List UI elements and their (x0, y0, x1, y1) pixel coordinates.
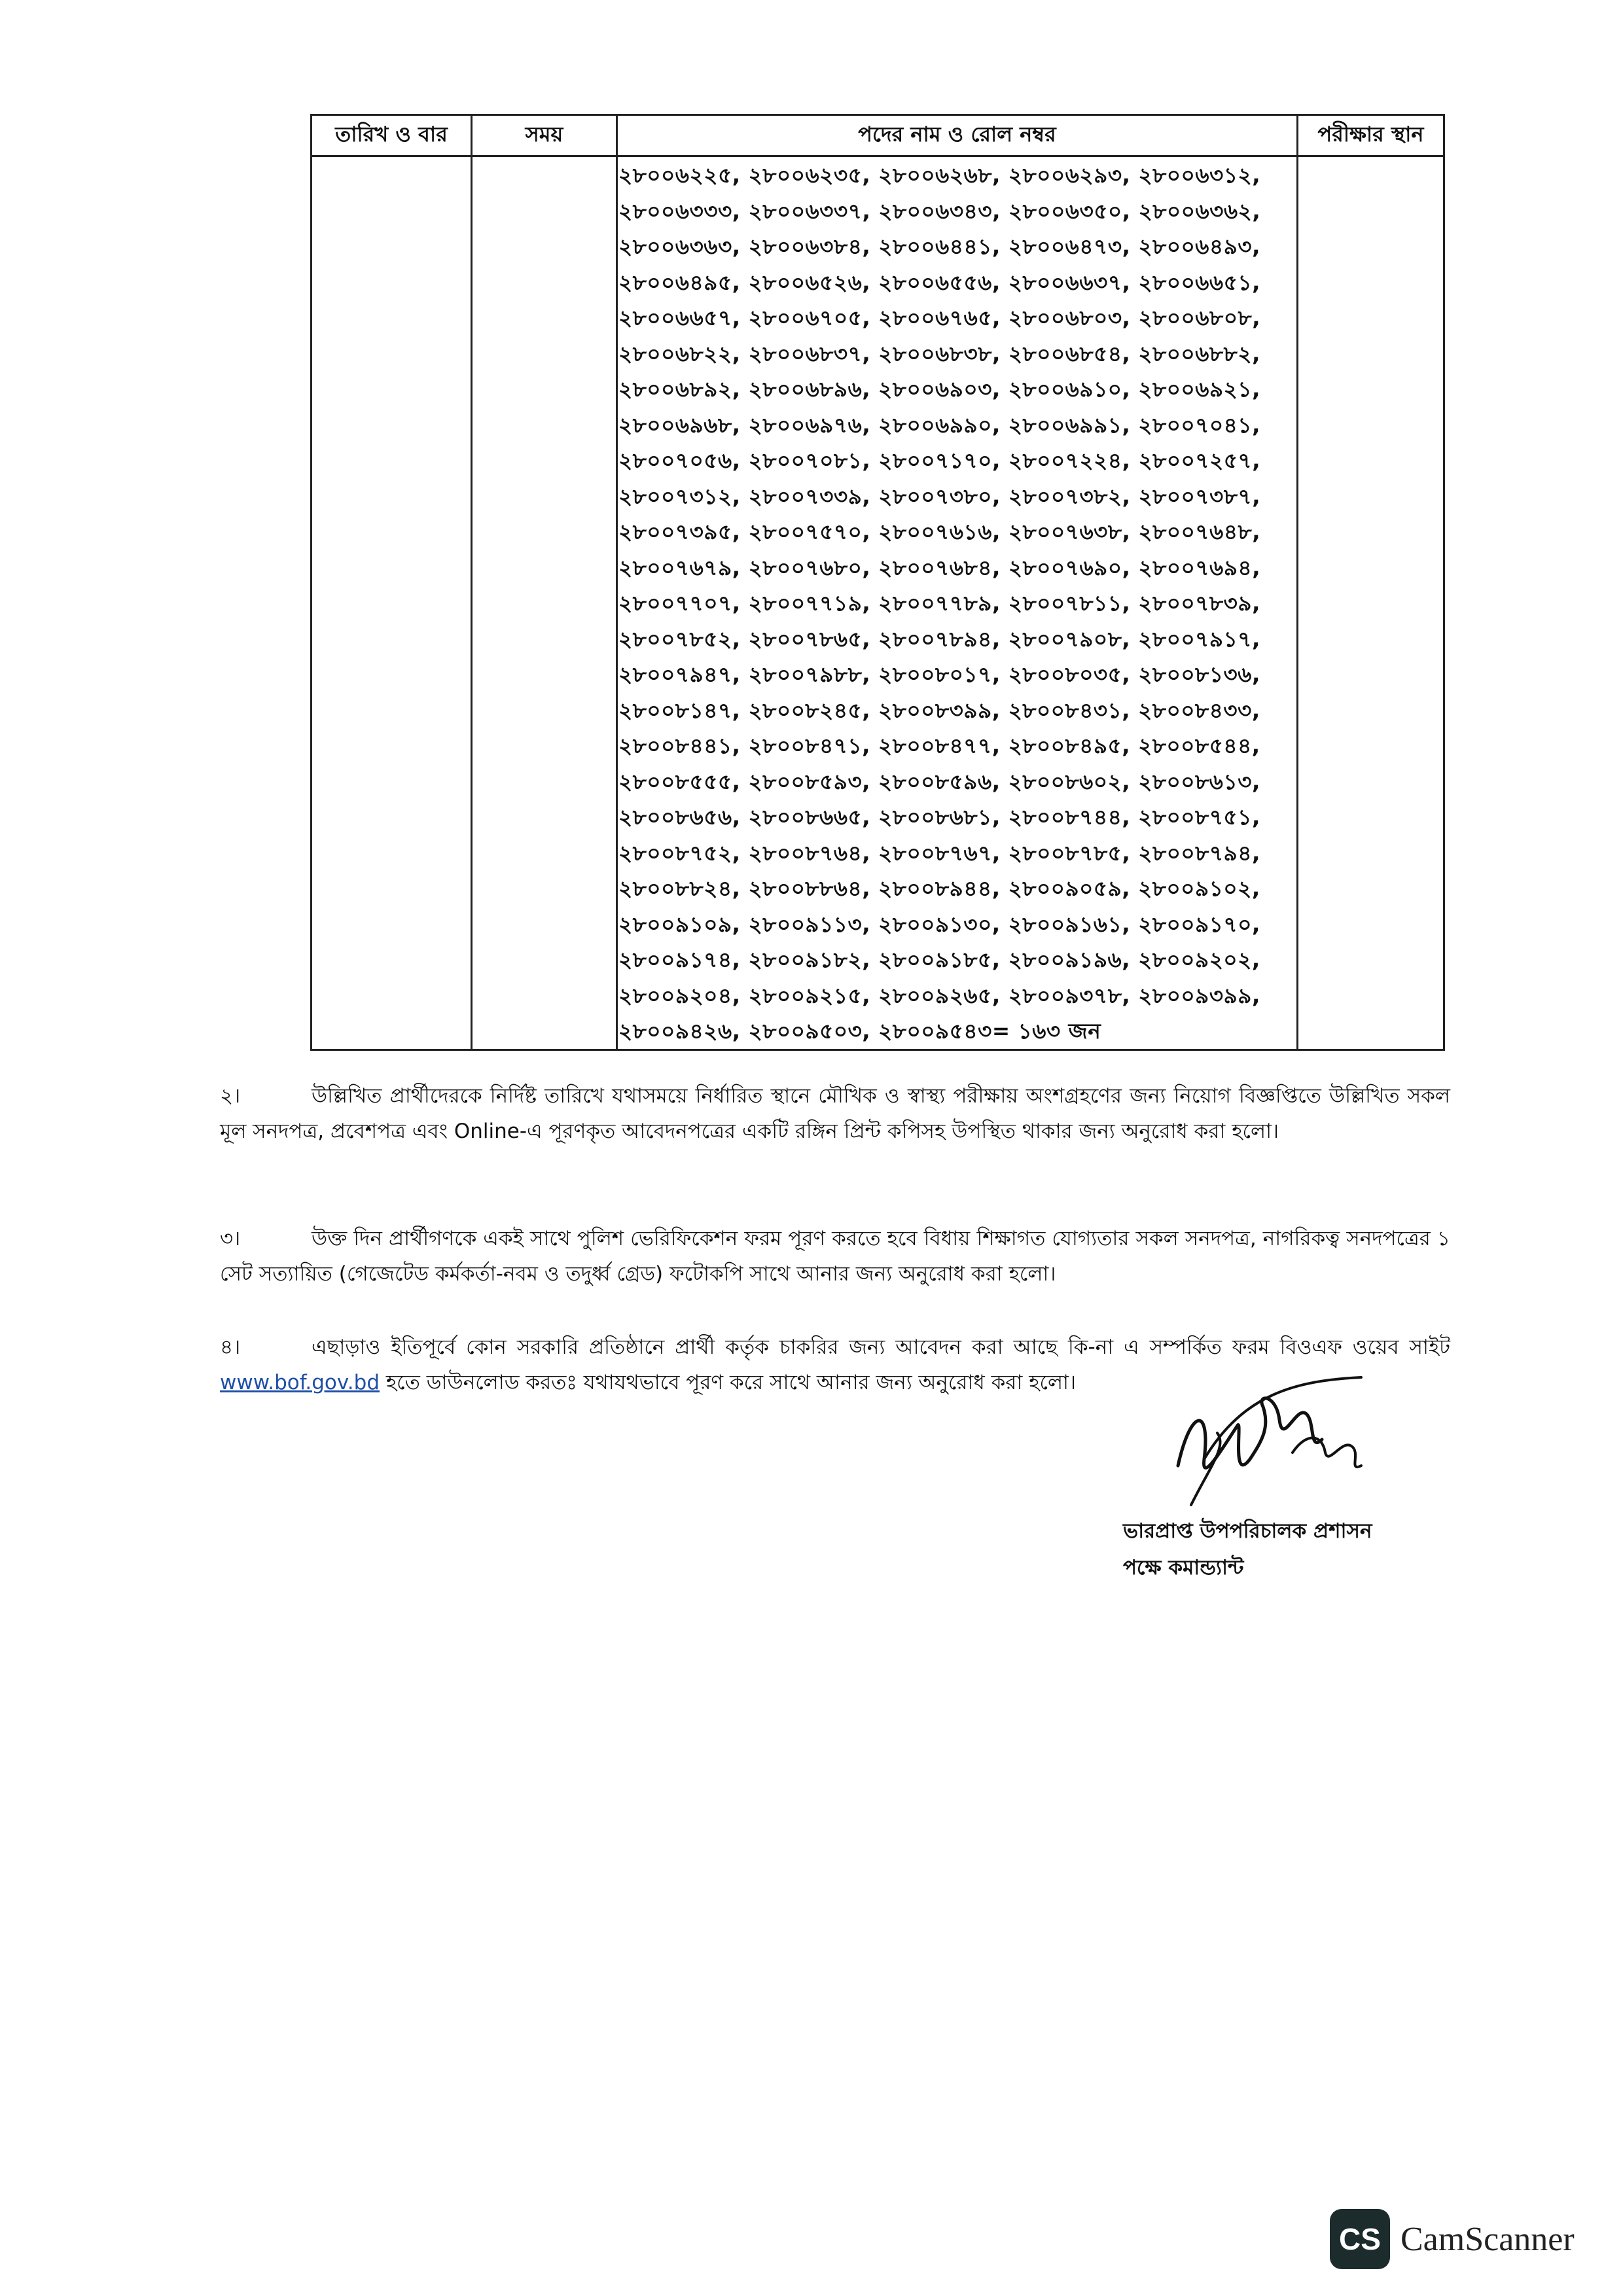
paragraph-text-part: এছাড়াও ইতিপূর্বে কোন সরকারি প্রতিষ্ঠানে প্রার্থী কর্তৃক চাকরির জন্য আবেদন করা আছে কি-না এ সম্পর্কিত ফরম বিওএফ ওয়েব সাইট (312, 1335, 1450, 1359)
roll-number-line: ২৮০০৬৮৯২, ২৮০০৬৮৯৬, ২৮০০৬৯০৩, ২৮০০৬৯১০, ২৮০০৬৯২১, (618, 377, 1261, 402)
header-time: সময় (525, 122, 563, 147)
camscanner-watermark (1330, 2209, 1575, 2269)
roll-number-line: ২৮০০৭৯৪৭, ২৮০০৭৯৮৮, ২৮০০৮০১৭, ২৮০০৮০৩৫, ২৮০০৮১৩৬, (618, 662, 1260, 687)
handwritten-signature (1165, 1368, 1374, 1518)
paragraph-text-part: হতে ডাউনলোড করতঃ যথাযথভাবে পূরণ করে সাথে আনার জন্য অনুরোধ করা হলো। (380, 1371, 1077, 1394)
roll-number-line: ২৮০০৯১৭৪, ২৮০০৯১৮২, ২৮০০৯১৮৫, ২৮০০৯১৯৬, ২৮০০৯২০২, (618, 947, 1260, 972)
column-divider (471, 116, 473, 1049)
instruction-paragraph-2 (220, 1078, 1450, 1149)
bof-website-link[interactable]: www.bof.gov.bd (220, 1371, 380, 1394)
roll-number-line: ২৮০০৭৩৯৫, ২৮০০৭৫৭০, ২৮০০৭৬১৬, ২৮০০৭৬৩৮, ২৮০০৭৬৪৮, (618, 520, 1261, 544)
roll-number-line: ২৮০০৬৩৬৩, ২৮০০৬৩৮৪, ২৮০০৬৪৪১, ২৮০০৬৪৭৩, ২৮০০৬৪৯৩, (618, 234, 1261, 259)
roll-number-line: ২৮০০৭৬৭৯, ২৮০০৭৬৮০, ২৮০০৭৬৮৪, ২৮০০৭৬৯০, ২৮০০৭৬৯৪, (618, 555, 1261, 580)
roll-number-line: ২৮০০৮৫৫৫, ২৮০০৮৫৯৩, ২৮০০৮৫৯৬, ২৮০০৮৬০২, ২৮০০৮৬১৩, (618, 769, 1260, 794)
column-divider (1296, 116, 1298, 1049)
roll-number-line: ২৮০০৭৩১২, ২৮০০৭৩৩৯, ২৮০০৭৩৮০, ২৮০০৭৩৮২, ২৮০০৭৩৮৭, (618, 484, 1261, 509)
roll-number-line: ২৮০০৮৭৫২, ২৮০০৮৭৬৪, ২৮০০৮৭৬৭, ২৮০০৮৭৮৫, ২৮০০৮৭৯৪, (618, 840, 1260, 866)
roll-number-line: ২৮০০৬৩৩৩, ২৮০০৬৩৩৭, ২৮০০৬৩৪৩, ২৮০০৬৩৫০, ২৮০০৬৩৬২, (618, 198, 1261, 224)
roll-number-line: ২৮০০৭০৫৬, ২৮০০৭০৮১, ২৮০০৭১৭০, ২৮০০৭২২৪, ২৮০০৭২৫৭, (618, 448, 1261, 473)
paragraph-text: উল্লিখিত প্রার্থীদেরকে নির্দিষ্ট তারিখে যথাসময়ে নির্ধারিত স্থানে মৌখিক ও স্বাস্থ্য পরীক্ষায় অংশগ্রহণের জন্য নিয়োগ বিজ্ঞপ্তিতে উল্লিখিত সকল মূল সনদপত্র, প্রবেশপত্র এবং Online-এ পূরণকৃত আবেদনপত্রের একটি রঙ্গিন প্রিন্ট কপিসহ উপস্থিত থাকার জন্য অনুরোধ করা হলো। (220, 1084, 1450, 1143)
roll-number-line: ২৮০০৮৬৫৬, ২৮০০৮৬৬৫, ২৮০০৮৬৮১, ২৮০০৮৭৪৪, ২৮০০৮৭৫১, (618, 805, 1260, 830)
header-divider (312, 155, 1443, 157)
header-post-roll: পদের নাম ও রোল নম্বর (858, 122, 1056, 147)
roll-number-line: ২৮০০৭৭০৭, ২৮০০৭৭১৯, ২৮০০৭৭৮৯, ২৮০০৭৮১১, ২৮০০৭৮৩৯, (618, 591, 1261, 616)
camscanner-name: CamScanner (1400, 2220, 1575, 2258)
header-venue: পরীক্ষার স্থান (1317, 122, 1424, 147)
roll-number-line: ২৮০০৬৪৯৫, ২৮০০৬৫২৬, ২৮০০৬৫৫৬, ২৮০০৬৬৩৭, ২৮০০৬৬৫১, (618, 270, 1261, 295)
roll-number-line: ২৮০০৬৯৬৮, ২৮০০৬৯৭৬, ২৮০০৬৯৯০, ২৮০০৬৯৯১, ২৮০০৭০৪১, (618, 412, 1261, 438)
paragraph-number: ২। (220, 1084, 241, 1108)
roll-number-line: ২৮০০৮৪৪১, ২৮০০৮৪৭১, ২৮০০৮৪৭৭, ২৮০০৮৪৯৫, ২৮০০৮৫৪৪, (618, 733, 1260, 758)
signatory-on-behalf: পক্ষে কমান্ড্যান্ট (1123, 1556, 1244, 1580)
column-divider (616, 116, 618, 1049)
roll-number-line: ২৮০০৯২০৪, ২৮০০৯২১৫, ২৮০০৯২৬৫, ২৮০০৯৩৭৮, ২৮০০৯৩৯৯, (618, 983, 1260, 1008)
roll-number-line: ২৮০০৯১০৯, ২৮০০৯১১৩, ২৮০০৯১৩০, ২৮০০৯১৬১, ২৮০০৯১৭০, (618, 911, 1260, 937)
roll-number-line: ২৮০০৬৮২২, ২৮০০৬৮৩৭, ২৮০০৬৮৩৮, ২৮০০৬৮৫৪, ২৮০০৬৮৮২, (618, 341, 1261, 366)
roll-number-line: ২৮০০৮১৪৭, ২৮০০৮২৪৫, ২৮০০৮৩৯৯, ২৮০০৮৪৩১, ২৮০০৮৪৩৩, (618, 698, 1260, 723)
camscanner-logo-icon: CS (1330, 2209, 1390, 2269)
roll-number-list (618, 158, 1268, 1050)
instruction-paragraph-3 (220, 1221, 1450, 1292)
roll-number-line: ২৮০০৮৮২৪, ২৮০০৮৮৬৪, ২৮০০৮৯৪৪, ২৮০০৯০৫৯, ২৮০০৯১০২, (618, 876, 1260, 901)
paragraph-number: ৩। (220, 1227, 241, 1250)
roll-number-line: ২৮০০৬৬৫৭, ২৮০০৬৭০৫, ২৮০০৬৭৬৫, ২৮০০৬৮০৩, ২৮০০৬৮০৮, (618, 306, 1261, 330)
candidate-table (310, 114, 1445, 1051)
roll-number-line: ২৮০০৭৮৫২, ২৮০০৭৮৬৫, ২৮০০৭৮৯৪, ২৮০০৭৯০৮, ২৮০০৭৯১৭, (618, 626, 1260, 652)
signatory-designation: ভারপ্রাপ্ত উপপরিচালক প্রশাসন (1123, 1519, 1372, 1543)
header-date: তারিখ ও বার (335, 122, 448, 147)
roll-number-line: ২৮০০৬২২৫, ২৮০০৬২৩৫, ২৮০০৬২৬৮, ২৮০০৬২৯৩, ২৮০০৬৩১২, (618, 163, 1261, 188)
paragraph-number: ৪। (220, 1335, 241, 1359)
roll-number-line: ২৮০০৯৪২৬, ২৮০০৯৫০৩, ২৮০০৯৫৪৩= ১৬৩ জন (618, 1019, 1101, 1044)
paragraph-text: উক্ত দিন প্রার্থীগণকে একই সাথে পুলিশ ভেরিফিকেশন ফরম পূরণ করতে হবে বিধায় শিক্ষাগত যোগ্যতার সকল সনদপত্র, নাগরিকত্ব সনদপত্রের ১ সেট সত্যায়িত (গেজেটেড কর্মকর্তা-নবম ও তদুর্ধ্ব গ্রেড) ফটোকপি সাথে আনার জন্য অনুরোধ করা হলো। (220, 1227, 1450, 1286)
